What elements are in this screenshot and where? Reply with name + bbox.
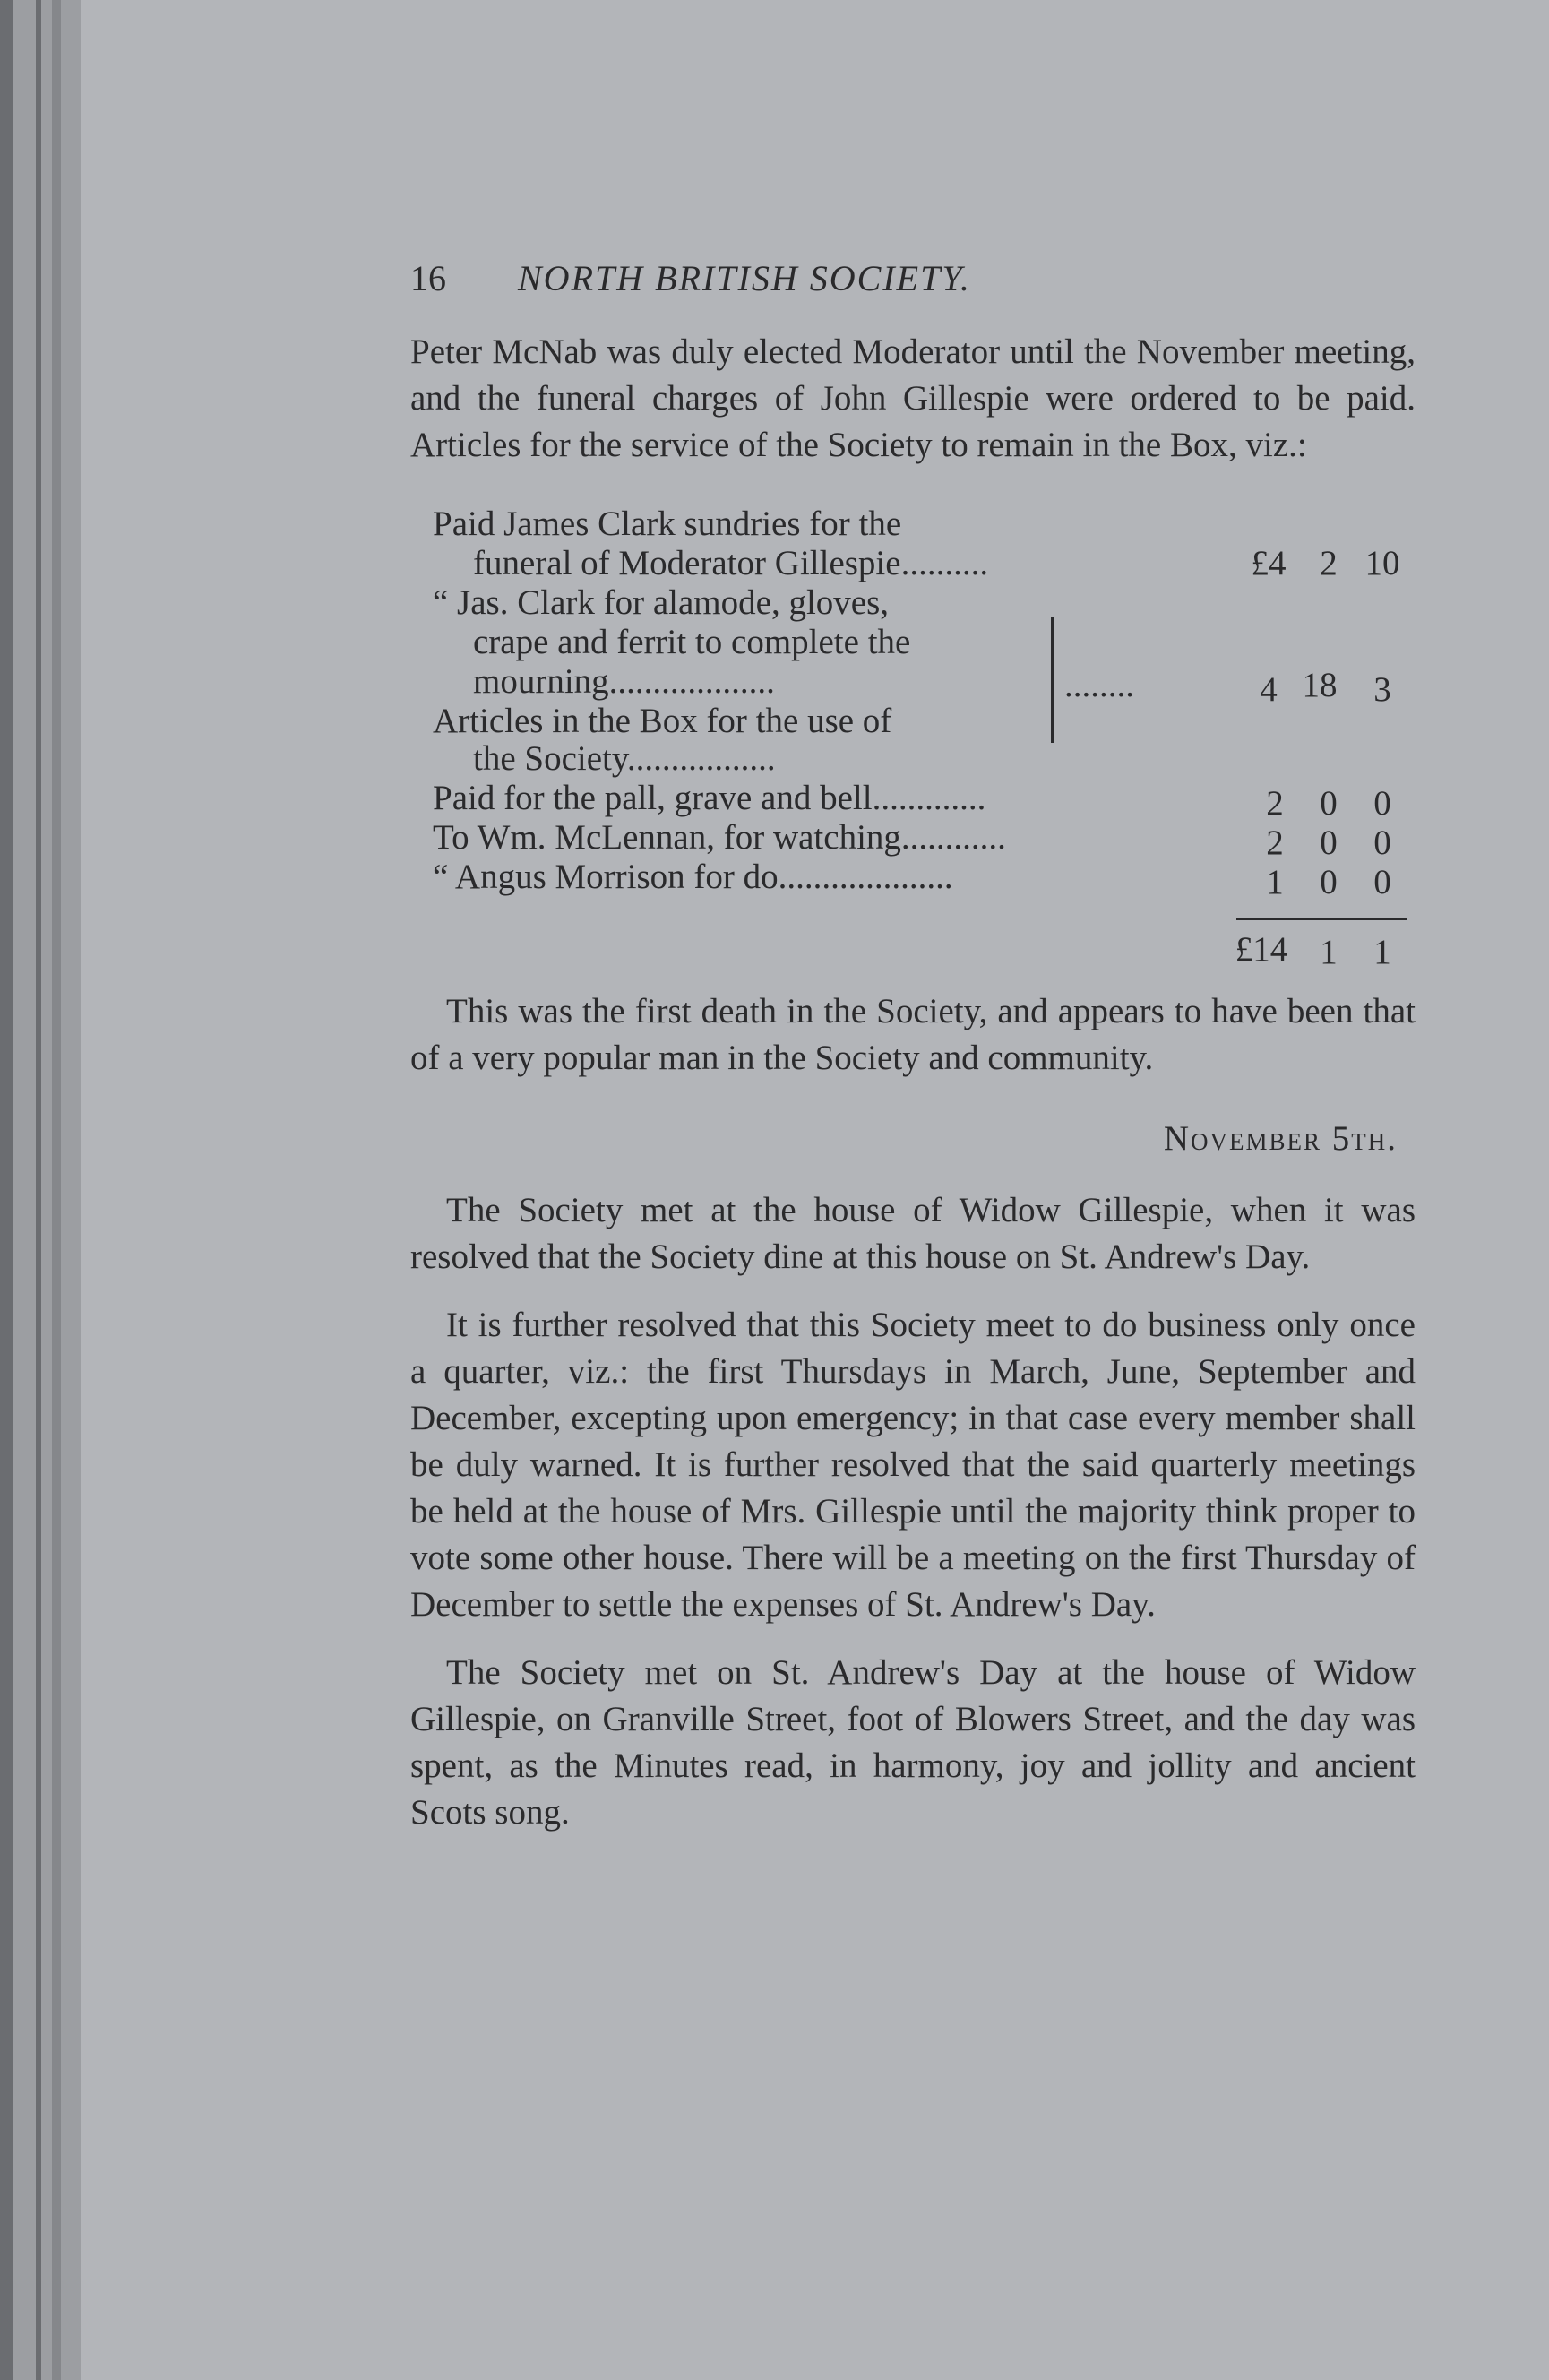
amount-pence: 0 [1373,824,1391,862]
amount-pounds: £4 [1251,544,1287,582]
account-line: “ Jas. Clark for alamode, gloves, [433,583,890,622]
total-shillings: 1 [1320,933,1338,971]
total-rule [1236,918,1407,920]
account-line: crape and ferrit to complete the [473,623,911,661]
page-content [410,255,1416,1836]
leader-dots: ........ [1064,666,1134,704]
paragraph: It is further resolved that this Society meet to do business only once a quarter, viz.: the first Thursdays in March, June, September and December, excepting upon emergency; in that case every member shall be duly warned. It is further resolved that the said quarterly meetings be held at the house of Mrs. Gillespie until the majority think proper to vote some other house. There will be a meeting on the first Thursday of December to settle the expenses of St. Andrew's Day. [410,1306,1416,1624]
amount-pounds: 4 [1260,670,1278,709]
intro-paragraph: Peter McNab was duly elected Moderator until the November meeting, and the funeral charges of John Gillespie were ordered to be paid. Articles for the service of the Society to remain in the Box, viz.: [410,332,1416,464]
amount-pounds: 2 [1266,784,1284,823]
account-line: To Wm. McLennan, for watching............ [433,818,1006,857]
amount-pounds: 1 [1266,863,1284,901]
account-line: Paid for the pall, grave and bell............. [433,779,986,817]
brace [1051,617,1054,743]
paragraph: The Society met on St. Andrew's Day at the house of Widow Gillespie, on Granville Street, foot of Blowers Street, and the day was spent, as the Minutes read, in harmony, joy and jollity and ancient Scots song. [410,1653,1416,1832]
amount-pence: 3 [1373,670,1391,709]
date-heading: November 5th. [1163,1119,1398,1158]
amount-shillings: 18 [1302,666,1338,704]
paragraph: This was the first death in the Society, and appears to have been that of a very popular man in the Society and community. [410,992,1416,1077]
account-line: the Society................. [473,739,776,778]
amount-shillings: 0 [1320,863,1338,901]
account-line: funeral of Moderator Gillespie.......... [473,544,989,582]
total-pence: 1 [1373,933,1391,971]
amount-shillings: 0 [1320,784,1338,823]
page-header [410,255,1416,318]
account-line: mourning................... [473,662,775,701]
amount-pence: 0 [1373,863,1391,901]
paragraph: The Society met at the house of Widow Gillespie, when it was resolved that the Society dine at this house on St. Andrew's Day. [410,1191,1416,1276]
account-line: Articles in the Box for the use of [433,702,892,740]
spine-edge [36,0,41,2380]
amount-pounds: 2 [1266,824,1284,862]
amount-shillings: 2 [1320,544,1338,582]
spine-edge [0,0,13,2380]
amount-shillings: 0 [1320,824,1338,862]
account-line: Paid James Clark sundries for the [433,504,902,543]
accounts-table [410,501,1416,971]
spine-edge [52,0,61,2380]
amount-pence: 0 [1373,784,1391,823]
total-pounds: £14 [1235,930,1288,969]
page-number: 16 [410,258,446,298]
running-title: NORTH BRITISH SOCIETY. [518,258,971,298]
account-line: “ Angus Morrison for do.................... [433,858,953,896]
amount-pence: 10 [1364,544,1400,582]
